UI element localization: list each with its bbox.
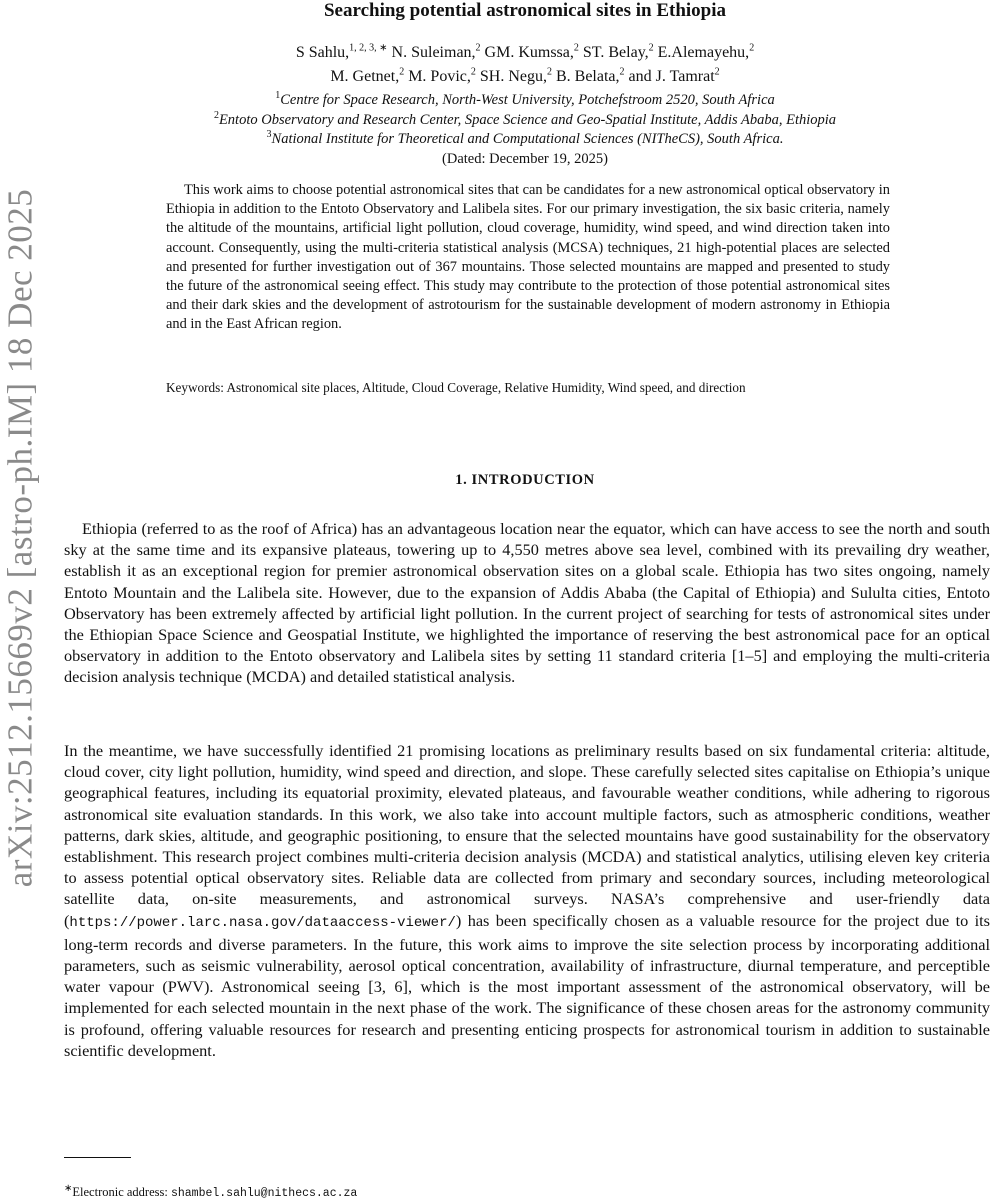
footnote-email-link[interactable]: shambel.sahlu@nithecs.ac.za	[170, 1187, 358, 1200]
author-name: ST. Belay,	[578, 44, 649, 61]
author-name: N. Suleiman,	[387, 44, 476, 61]
author-list	[60, 41, 990, 89]
section-heading-introduction: 1. INTRODUCTION	[455, 472, 595, 488]
affiliation-item	[60, 111, 990, 131]
affiliation-list	[60, 91, 990, 169]
footnote-divider	[64, 1157, 131, 1158]
paper-title: Searching potential astronomical sites in Ethiopia	[323, 0, 727, 21]
author-affiliation-mark: 2	[714, 66, 720, 78]
affiliation-text: National Institute for Theoretical and Computational Sciences (NITheCS), South Africa.	[271, 131, 784, 147]
introduction-paragraph-2	[64, 740, 990, 1061]
author-affiliation-mark: 2	[573, 42, 579, 54]
abstract: This work aims to choose potential astronomical sites that can be candidates for a new astronomical optical observatory in Ethiopia in addition to the Entoto Observatory and Lalibela sites. For our primary investigation, the six basic criteria, namely the altitude of the mountains, artificial light pollution, cloud coverage, humidity, wind speed, and wind direction taken into account. Consequently, using the multi-criteria statistical analysis (MCSA) techniques, 21 high-potential places are selected and presented for further investigation out of 367 mountains. Those selected mountains are mapped and presented to study the future of the astronomical seeing effect. This study may contribute to the protection of those potential astronomical sites and their dark skies and the development of astrotourism for the sustainable development of modern astronomy in Ethiopia and in the East African region.	[166, 182, 890, 333]
author-name: S Sahlu,	[295, 44, 350, 61]
author-affiliation-mark: 2	[475, 42, 481, 54]
author-name: B. Belata,	[551, 68, 620, 85]
author-name: M. Povic,	[404, 68, 471, 85]
affiliation-item	[60, 130, 990, 150]
affiliation-number: 1	[275, 90, 281, 102]
affiliation-number: 3	[266, 129, 272, 141]
author-name: SH. Negu,	[475, 68, 547, 85]
nasa-power-url-link[interactable]: https://power.larc.nasa.gov/dataaccess-viewer/	[69, 914, 456, 931]
author-affiliation-mark: 2	[470, 66, 476, 78]
author-name: and J. Tamrat	[624, 68, 715, 85]
author-affiliation-mark: 2	[619, 66, 625, 78]
author-line-2	[60, 65, 990, 89]
author-name: GM. Kumssa,	[480, 44, 574, 61]
arxiv-id-text: arXiv:2512.15669v2 [astro-ph.IM] 18 Dec 2025	[0, 188, 40, 887]
author-line-1	[60, 41, 990, 65]
footnote	[64, 1182, 358, 1200]
author-affiliation-mark: 2	[648, 42, 654, 54]
keywords: Keywords: Astronomical site places, Altitude, Cloud Coverage, Relative Humidity, Wind speed, and direction	[166, 380, 746, 395]
affiliation-text: Entoto Observatory and Research Center, Space Science and Geo-Spatial Institute, Addis Ababa, Ethiopia	[218, 111, 837, 128]
arxiv-identifier-stamp	[0, 0, 40, 1075]
affiliation-number: 2	[213, 109, 219, 121]
author-affiliation-mark: 2	[399, 66, 405, 78]
author-affiliation-mark: 2	[546, 66, 552, 78]
author-name: E.Alemayehu,	[653, 44, 750, 61]
author-name: M. Getnet,	[330, 68, 400, 85]
affiliation-text: Centre for Space Research, North-West University, Potchefstroom 2520, South Africa	[280, 92, 775, 108]
introduction-paragraph-1: Ethiopia (referred to as the roof of Africa) has an advantageous location near the equator, which can have access to see the north and south sky at the same time and its expansive plateaus, towering up to 4,550 metres above sea level, combined with its prevailing dry weather, establish it as an exceptional region for premier astronomical observation sites on a global scale. Ethiopia has two sites ongoing, namely Entoto Mountain and the Lalibela site. However, due to the expansion of Addis Ababa (the Capital of Ethiopia) and Sululta cities, Entoto Observatory has been extremely affected by artificial light pollution. In the current project of searching for tests of astronomical sites under the Ethiopian Space Science and Geospatial Institute, we highlighted the importance of reserving the best astronomical pace for an optical observatory in addition to the Entoto observatory and Lalibela sites by setting 11 standard criteria [1–5] and employing the multi-criteria decision analysis technique (MCDA) and detailed statistical analysis.	[64, 519, 990, 687]
affiliation-item	[60, 91, 990, 111]
footnote-label: Electronic address:	[72, 1185, 171, 1199]
author-affiliation-mark: 2	[749, 42, 755, 54]
paragraph-text: In the meantime, we have successfully identified 21 promising locations as preliminary results based on six fundamental criteria: altitude, cloud cover, city light pollution, humidity, wind speed and direction, and slope. These carefully selected sites capitalise on Ethiopia’s unique geographical features, including its equatorial proximity, elevated plateaus, and favourable weather conditions, while adhering to rigorous astronomical site evaluation standards. In this work, we also take into account multiple factors, such as atmospheric conditions, weather patterns, dark skies, altitude, and geographic positioning, to ensure that the selected mountains have good sustainability for the observatory establishment. This research project combines multi-criteria decision analysis (MCDA) and statistical analytics, utilising eleven key criteria to assess potential optical observatory sites. Reliable data are collected from primary and secondary sources, including meteorological satellite data, on-site measurements, and astronomical surveys. NASA’s comprehensive and user-friendly data (	[64, 741, 990, 930]
footnote-marker: ∗	[64, 1182, 73, 1194]
author-affiliation-mark: 1, 2, 3, ∗	[349, 42, 388, 54]
dated-line: (Dated: December 19, 2025)	[442, 150, 608, 167]
paragraph-text: ) has been specifically chosen as a valuable resource for the project due to its long-term records and diverse parameters. In the future, this work aims to improve the site selection process by incorporating additional parameters, such as seismic vulnerability, aerosol optical concentration, availability of infrastructure, diurnal temperature, and perceptible water vapour (PWV). Astronomical seeing [3, 6], which is the most important assessment of the astronomical observatory, will be implemented for each selected mountain in the next phase of the work. The significance of these chosen areas for the astronomy community is profound, offering valuable resources for research and presenting enticing prospects for astronomical tourism in addition to sustainable scientific development.	[64, 910, 990, 1060]
